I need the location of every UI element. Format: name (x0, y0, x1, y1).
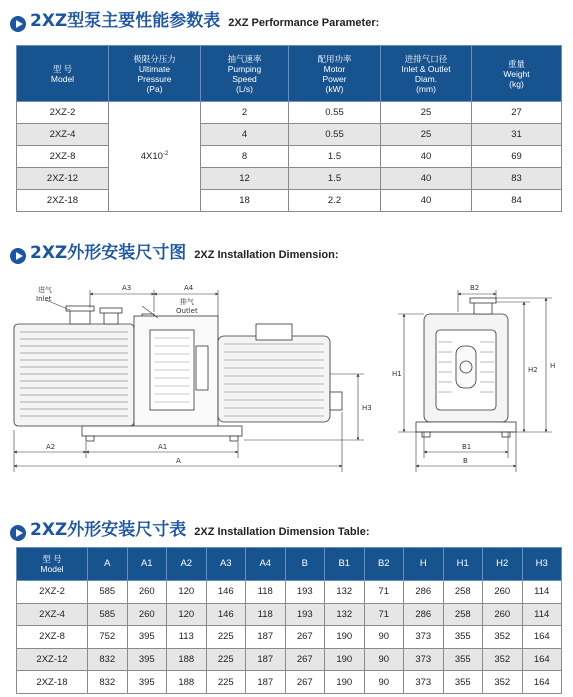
header-h3: H3 (522, 548, 562, 581)
cell-speed: 18 (201, 190, 289, 212)
cell-h2: 260 (483, 581, 523, 604)
label-h: H (550, 362, 556, 370)
dimension-table (16, 547, 562, 694)
cell-diameter: 25 (381, 124, 472, 146)
header-a2: A2 (167, 548, 207, 581)
cell-weight: 83 (472, 168, 562, 190)
cell-a4: 187 (246, 648, 286, 671)
table-row (17, 146, 562, 168)
table-row (17, 626, 562, 649)
cell-model: 2XZ-18 (17, 671, 88, 694)
cell-h: 286 (404, 581, 444, 604)
cell-h: 373 (404, 671, 444, 694)
header-weight: 重量 Weight (kg) (472, 46, 562, 102)
header-b2: B2 (364, 548, 404, 581)
section-title-performance (10, 6, 379, 31)
cell-b: 267 (285, 626, 325, 649)
cell-power: 0.55 (289, 102, 381, 124)
cell-a3: 146 (206, 581, 246, 604)
cell-a1: 395 (127, 648, 167, 671)
cell-b2: 90 (364, 648, 404, 671)
cell-b: 267 (285, 671, 325, 694)
cell-speed: 12 (201, 168, 289, 190)
cell-b2: 90 (364, 626, 404, 649)
inlet-en: Inlet (36, 295, 52, 303)
header-a4: A4 (246, 548, 286, 581)
cell-h: 373 (404, 648, 444, 671)
cell-diameter: 40 (381, 146, 472, 168)
label-h2: H2 (528, 366, 538, 374)
cell-weight: 31 (472, 124, 562, 146)
table-row (17, 648, 562, 671)
cell-weight: 69 (472, 146, 562, 168)
cell-b1: 132 (325, 581, 365, 604)
header-model: 型 号 Model (17, 548, 88, 581)
header-power: 配用功率 Motor Power (kW) (289, 46, 381, 102)
header-a3: A3 (206, 548, 246, 581)
bullet-play-icon (10, 16, 26, 32)
bullet-play-icon (10, 248, 26, 264)
cell-model: 2XZ-2 (17, 102, 109, 124)
cell-a3: 225 (206, 648, 246, 671)
cell-power: 2.2 (289, 190, 381, 212)
header-h2: H2 (483, 548, 523, 581)
header-model: 型 号 Model (17, 46, 109, 102)
cell-h1: 355 (443, 671, 483, 694)
cell-model: 2XZ-12 (17, 168, 109, 190)
front-view (416, 298, 516, 437)
section-title-en: 2XZ Performance Parameter: (228, 17, 380, 29)
cell-b: 193 (285, 581, 325, 604)
cell-b1: 190 (325, 626, 365, 649)
section-title-cn: 2XZ外形安装尺寸表 (30, 520, 187, 540)
bullet-play-icon (10, 525, 26, 541)
outlet-en: Outlet (176, 307, 198, 315)
cell-a3: 146 (206, 603, 246, 626)
cell-model: 2XZ-4 (17, 603, 88, 626)
cell-model: 2XZ-8 (17, 626, 88, 649)
cell-h3: 164 (522, 648, 562, 671)
table-row (17, 168, 562, 190)
cell-b: 193 (285, 603, 325, 626)
cell-model: 2XZ-8 (17, 146, 109, 168)
label-h3: H3 (362, 404, 372, 412)
cell-h3: 114 (522, 603, 562, 626)
label-a2: A2 (46, 443, 56, 451)
cell-model: 2XZ-4 (17, 124, 109, 146)
cell-a4: 187 (246, 671, 286, 694)
section-title-installation (10, 238, 339, 263)
cell-power: 1.5 (289, 146, 381, 168)
cell-b1: 132 (325, 603, 365, 626)
cell-h: 286 (404, 603, 444, 626)
cell-b2: 90 (364, 671, 404, 694)
cell-a3: 225 (206, 671, 246, 694)
cell-a2: 120 (167, 581, 207, 604)
label-a4: A4 (184, 284, 194, 292)
header-b1: B1 (325, 548, 365, 581)
cell-a4: 118 (246, 581, 286, 604)
cell-a1: 260 (127, 581, 167, 604)
installation-drawing (0, 272, 573, 482)
cell-a: 832 (88, 648, 128, 671)
header-speed: 抽气速率 Pumping Speed (L/s) (201, 46, 289, 102)
cell-power: 1.5 (289, 168, 381, 190)
cell-a1: 395 (127, 626, 167, 649)
cell-b: 267 (285, 648, 325, 671)
cell-h2: 260 (483, 603, 523, 626)
cell-model: 2XZ-2 (17, 581, 88, 604)
cell-diameter: 40 (381, 190, 472, 212)
cell-h3: 114 (522, 581, 562, 604)
cell-h1: 355 (443, 626, 483, 649)
cell-h2: 352 (483, 648, 523, 671)
cell-a1: 260 (127, 603, 167, 626)
cell-diameter: 25 (381, 102, 472, 124)
header-b: B (285, 548, 325, 581)
section-title-en: 2XZ Installation Dimension: (194, 249, 339, 261)
table-row (17, 581, 562, 604)
cell-weight: 84 (472, 190, 562, 212)
label-h1: H1 (392, 370, 402, 378)
header-diameter: 进排气口径 Inlet & Outlet Diam. (mm) (381, 46, 472, 102)
section-title-en: 2XZ Installation Dimension Table: (194, 526, 370, 538)
cell-a: 752 (88, 626, 128, 649)
cell-speed: 8 (201, 146, 289, 168)
cell-h1: 258 (443, 581, 483, 604)
cell-diameter: 40 (381, 168, 472, 190)
cell-h: 373 (404, 626, 444, 649)
table-row (17, 603, 562, 626)
table-row (17, 124, 562, 146)
cell-b1: 190 (325, 648, 365, 671)
cell-h3: 164 (522, 671, 562, 694)
cell-a4: 187 (246, 626, 286, 649)
cell-a2: 188 (167, 671, 207, 694)
label-a: A (176, 457, 181, 465)
table-header-row (17, 46, 562, 102)
label-b1: B1 (462, 443, 472, 451)
header-a: A (88, 548, 128, 581)
cell-model: 2XZ-18 (17, 190, 109, 212)
performance-table (16, 45, 562, 212)
cell-a: 585 (88, 603, 128, 626)
cell-a4: 118 (246, 603, 286, 626)
cell-a: 585 (88, 581, 128, 604)
outlet-cn: 排气 (180, 298, 194, 306)
cell-h3: 164 (522, 626, 562, 649)
cell-a2: 113 (167, 626, 207, 649)
cell-speed: 4 (201, 124, 289, 146)
cell-a1: 395 (127, 671, 167, 694)
cell-b1: 190 (325, 671, 365, 694)
cell-a2: 120 (167, 603, 207, 626)
section-title-dimension-table (10, 515, 369, 540)
label-a3: A3 (122, 284, 132, 292)
section-title-cn: 2XZ外形安装尺寸图 (30, 243, 187, 263)
cell-b2: 71 (364, 603, 404, 626)
table-header-row (17, 548, 562, 581)
cell-h2: 352 (483, 671, 523, 694)
section-title-cn: 2XZ型泵主要性能参数表 (30, 11, 221, 31)
header-h1: H1 (443, 548, 483, 581)
cell-b2: 71 (364, 581, 404, 604)
cell-h1: 355 (443, 648, 483, 671)
cell-speed: 2 (201, 102, 289, 124)
inlet-cn: 进气 (38, 286, 52, 294)
label-b2: B2 (470, 284, 480, 292)
pump-drawing-svg (0, 272, 573, 482)
label-b: B (463, 457, 468, 465)
cell-h2: 352 (483, 626, 523, 649)
cell-a: 832 (88, 671, 128, 694)
table-row (17, 102, 562, 124)
header-a1: A1 (127, 548, 167, 581)
cell-h1: 258 (443, 603, 483, 626)
header-h: H (404, 548, 444, 581)
cell-power: 0.55 (289, 124, 381, 146)
header-pressure: 极限分压力 Ultimate Pressure (Pa) (109, 46, 201, 102)
side-view (14, 306, 342, 441)
label-a1: A1 (158, 443, 168, 451)
table-row (17, 190, 562, 212)
cell-model: 2XZ-12 (17, 648, 88, 671)
cell-ultimate-pressure: $4X10^{-2}$ (109, 102, 201, 212)
table-row (17, 671, 562, 694)
cell-weight: 27 (472, 102, 562, 124)
cell-a2: 188 (167, 648, 207, 671)
cell-a3: 225 (206, 626, 246, 649)
